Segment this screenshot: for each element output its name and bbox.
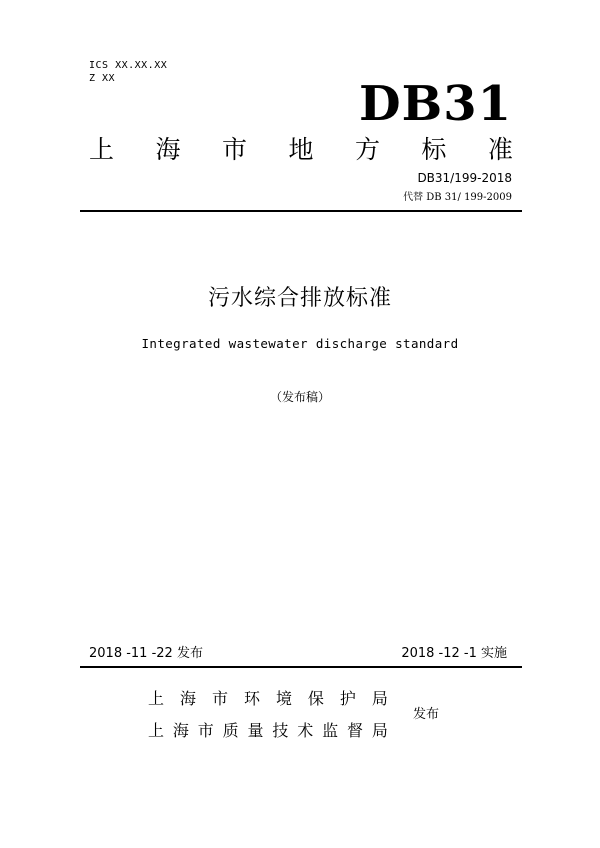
standard-logo: DB31 [359,76,512,132]
issuer-char: 术 [297,721,314,740]
standard-type-char: 标 [421,135,447,164]
issuer-char: 技 [272,721,289,740]
issuer-char: 局 [371,721,388,740]
issuer-quality-bureau [148,720,388,742]
implementation-date: 2018 -12 -1 实施 [401,646,507,661]
standard-type-char: 地 [288,135,314,164]
issuer-char: 海 [179,689,196,708]
issuer-char: 市 [197,721,214,740]
issuer-char: 督 [347,721,364,740]
publish-label: 发布 [413,707,440,722]
document-title-english: Integrated wastewater discharge standard [141,336,459,351]
issuer-char: 量 [247,721,264,740]
standard-type-char: 市 [221,135,247,164]
standard-type-char: 准 [487,135,513,164]
standard-type-char: 海 [155,135,181,164]
standard-type-char: 方 [354,135,380,164]
ccs-code: Z XX [89,73,116,84]
issuer-char: 质 [222,721,239,740]
document-title-chinese: 污水综合排放标准 [207,286,392,311]
standard-number: DB31/199-2018 [417,171,512,185]
issue-date: 2018 -11 -22 发布 [89,646,203,661]
ics-code: ICS XX.XX.XX [89,60,168,71]
replaces-standard: 代替 DB 31/ 199-2009 [403,192,512,203]
standard-type-char: 上 [89,135,115,164]
issuer-char: 上 [148,721,165,740]
standard-type-heading [89,134,513,166]
issuer-char: 保 [307,689,324,708]
issuer-char: 海 [172,721,189,740]
issuer-char: 境 [275,689,292,708]
footer-divider [80,666,522,668]
issuer-environmental-bureau [148,688,388,710]
issuer-char: 监 [322,721,339,740]
header-divider [80,210,522,212]
issuer-char: 环 [243,689,260,708]
issuer-char: 市 [211,689,228,708]
issuer-char: 局 [371,689,388,708]
draft-status: （发布稿） [269,390,330,404]
issuer-char: 护 [339,689,356,708]
issuer-char: 上 [148,689,165,708]
